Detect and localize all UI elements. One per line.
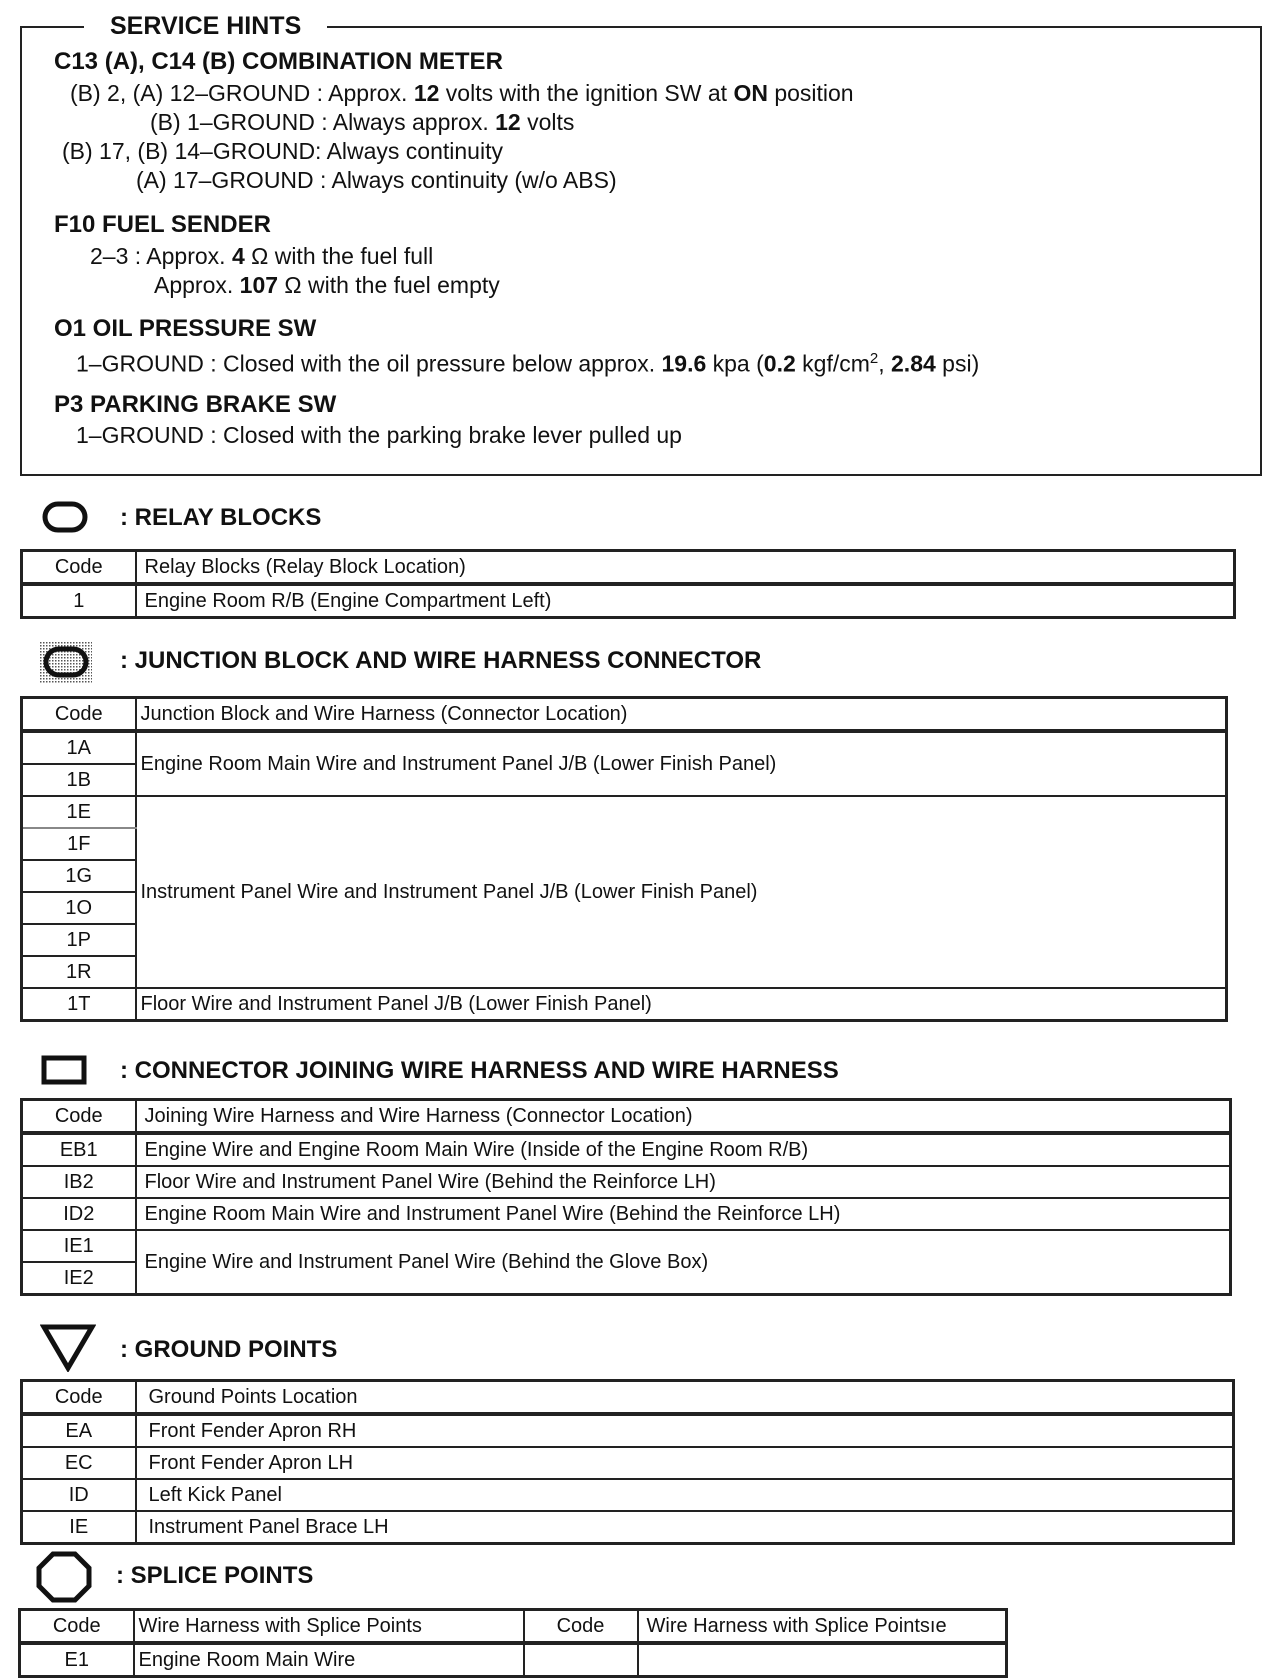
- row-code: 1T: [22, 988, 136, 1021]
- connector-table: [20, 1098, 1232, 1296]
- row-code: 1B: [22, 764, 136, 796]
- row-description: Floor Wire and Instrument Panel Wire (Behind the Reinforce LH): [136, 1166, 1231, 1198]
- row-code: EA: [22, 1414, 136, 1447]
- table-row: [22, 796, 1227, 828]
- oil-pressure-heading: O1 OIL PRESSURE SW: [54, 315, 317, 342]
- row-description: Instrument Panel Wire and Instrument Panel J/B (Lower Finish Panel): [136, 796, 1227, 988]
- header-code: Code: [22, 1100, 136, 1134]
- table-row: [22, 731, 1227, 764]
- row-code: IE2: [22, 1262, 136, 1295]
- table-row: [22, 1479, 1234, 1511]
- row-code: EB1: [22, 1133, 136, 1166]
- table-row: [22, 1133, 1231, 1166]
- table-header-row: [22, 551, 1235, 585]
- header-description: Relay Blocks (Relay Block Location): [136, 551, 1235, 585]
- fuel-sender-line-1: 2–3 : Approx. 4 Ω with the fuel full: [90, 243, 434, 269]
- parking-brake-line-1: 1–GROUND : Closed with the parking brake lever pulled up: [76, 422, 682, 448]
- table-header-row: [22, 1100, 1231, 1134]
- row-description: Engine Room R/B (Engine Compartment Left): [136, 584, 1235, 618]
- row-code: 1E: [22, 796, 136, 828]
- row-code: ID: [22, 1479, 136, 1511]
- row-description-2: [638, 1643, 1007, 1677]
- relay-blocks-title: : RELAY BLOCKS: [120, 504, 322, 531]
- header-code: Code: [22, 698, 136, 732]
- table-row: [22, 1511, 1234, 1544]
- relay-blocks-table: [20, 549, 1236, 619]
- table-row: [22, 1447, 1234, 1479]
- row-code: 1R: [22, 956, 136, 988]
- connector-title: : CONNECTOR JOINING WIRE HARNESS AND WIRE HARNESS: [120, 1057, 839, 1084]
- row-code: 1O: [22, 892, 136, 924]
- splice-point-icon: [36, 1550, 92, 1604]
- row-description: Engine Wire and Instrument Panel Wire (Behind the Glove Box): [136, 1230, 1231, 1295]
- table-header-row: [22, 1381, 1234, 1415]
- ground-points-table: [20, 1379, 1235, 1545]
- combination-meter-heading: C13 (A), C14 (B) COMBINATION METER: [54, 48, 503, 75]
- header-description: Junction Block and Wire Harness (Connector Location): [136, 698, 1227, 732]
- header-code: Code: [22, 1381, 136, 1415]
- row-description: Left Kick Panel: [136, 1479, 1234, 1511]
- row-code: E1: [20, 1643, 134, 1677]
- row-description: Engine Room Main Wire: [134, 1643, 524, 1677]
- table-row: [22, 1198, 1231, 1230]
- table-row: [22, 584, 1235, 618]
- row-description: Instrument Panel Brace LH: [136, 1511, 1234, 1544]
- row-code: IE: [22, 1511, 136, 1544]
- splice-points-title: : SPLICE POINTS: [116, 1562, 314, 1589]
- junction-block-icon: [40, 639, 94, 685]
- header-code: Code: [22, 551, 136, 585]
- header-description-2: Wire Harness with Splice Pointsıe: [638, 1610, 1007, 1644]
- header-code-2: Code: [524, 1610, 638, 1644]
- row-code: 1P: [22, 924, 136, 956]
- row-description: Front Fender Apron RH: [136, 1414, 1234, 1447]
- service-hints-title: SERVICE HINTS: [84, 11, 327, 41]
- ground-points-title: : GROUND POINTS: [120, 1336, 338, 1363]
- header-code: Code: [20, 1610, 134, 1644]
- row-code: IB2: [22, 1166, 136, 1198]
- relay-block-icon: [40, 496, 90, 536]
- header-description: Ground Points Location: [136, 1381, 1234, 1415]
- row-description: Engine Wire and Engine Room Main Wire (Inside of the Engine Room R/B): [136, 1133, 1231, 1166]
- table-row: [22, 1166, 1231, 1198]
- header-description: Wire Harness with Splice Points: [134, 1610, 524, 1644]
- row-code: IE1: [22, 1230, 136, 1262]
- connector-icon: [40, 1049, 90, 1089]
- parking-brake-heading: P3 PARKING BRAKE SW: [54, 391, 337, 418]
- row-description: Front Fender Apron LH: [136, 1447, 1234, 1479]
- row-code: 1G: [22, 860, 136, 892]
- row-description: Engine Room Main Wire and Instrument Panel J/B (Lower Finish Panel): [136, 731, 1227, 796]
- ground-point-icon: [40, 1322, 96, 1372]
- row-code: 1A: [22, 731, 136, 764]
- row-code: EC: [22, 1447, 136, 1479]
- table-row: [22, 1230, 1231, 1262]
- splice-points-table: [18, 1608, 1008, 1678]
- combination-meter-line-4: (A) 17–GROUND : Always continuity (w/o ABS): [136, 167, 617, 193]
- table-row: [20, 1643, 1007, 1677]
- fuel-sender-line-2: Approx. 107 Ω with the fuel empty: [154, 272, 500, 298]
- table-row: [22, 1414, 1234, 1447]
- table-header-row: [20, 1610, 1007, 1644]
- row-description: Engine Room Main Wire and Instrument Panel Wire (Behind the Reinforce LH): [136, 1198, 1231, 1230]
- combination-meter-line-3: (B) 17, (B) 14–GROUND: Always continuity: [62, 138, 503, 164]
- row-code-2: [524, 1643, 638, 1677]
- oil-pressure-line-1: 1–GROUND : Closed with the oil pressure below approx. 19.6 kpa (0.2 kgf/$cm^2$, 2.84 psi): [76, 350, 980, 377]
- junction-block-table: [20, 696, 1228, 1022]
- combination-meter-line-2: (B) 1–GROUND : Always approx. 12 volts: [150, 109, 575, 135]
- table-header-row: [22, 698, 1227, 732]
- row-description: Floor Wire and Instrument Panel J/B (Lower Finish Panel): [136, 988, 1227, 1021]
- fuel-sender-heading: F10 FUEL SENDER: [54, 211, 271, 238]
- row-code: 1F: [22, 828, 136, 860]
- junction-block-title: : JUNCTION BLOCK AND WIRE HARNESS CONNECTOR: [120, 647, 762, 674]
- combination-meter-line-1: (B) 2, (A) 12–GROUND : Approx. 12 volts with the ignition SW at ON position: [70, 80, 854, 106]
- table-row: [22, 988, 1227, 1021]
- header-description: Joining Wire Harness and Wire Harness (Connector Location): [136, 1100, 1231, 1134]
- row-code: ID2: [22, 1198, 136, 1230]
- row-code: 1: [22, 584, 136, 618]
